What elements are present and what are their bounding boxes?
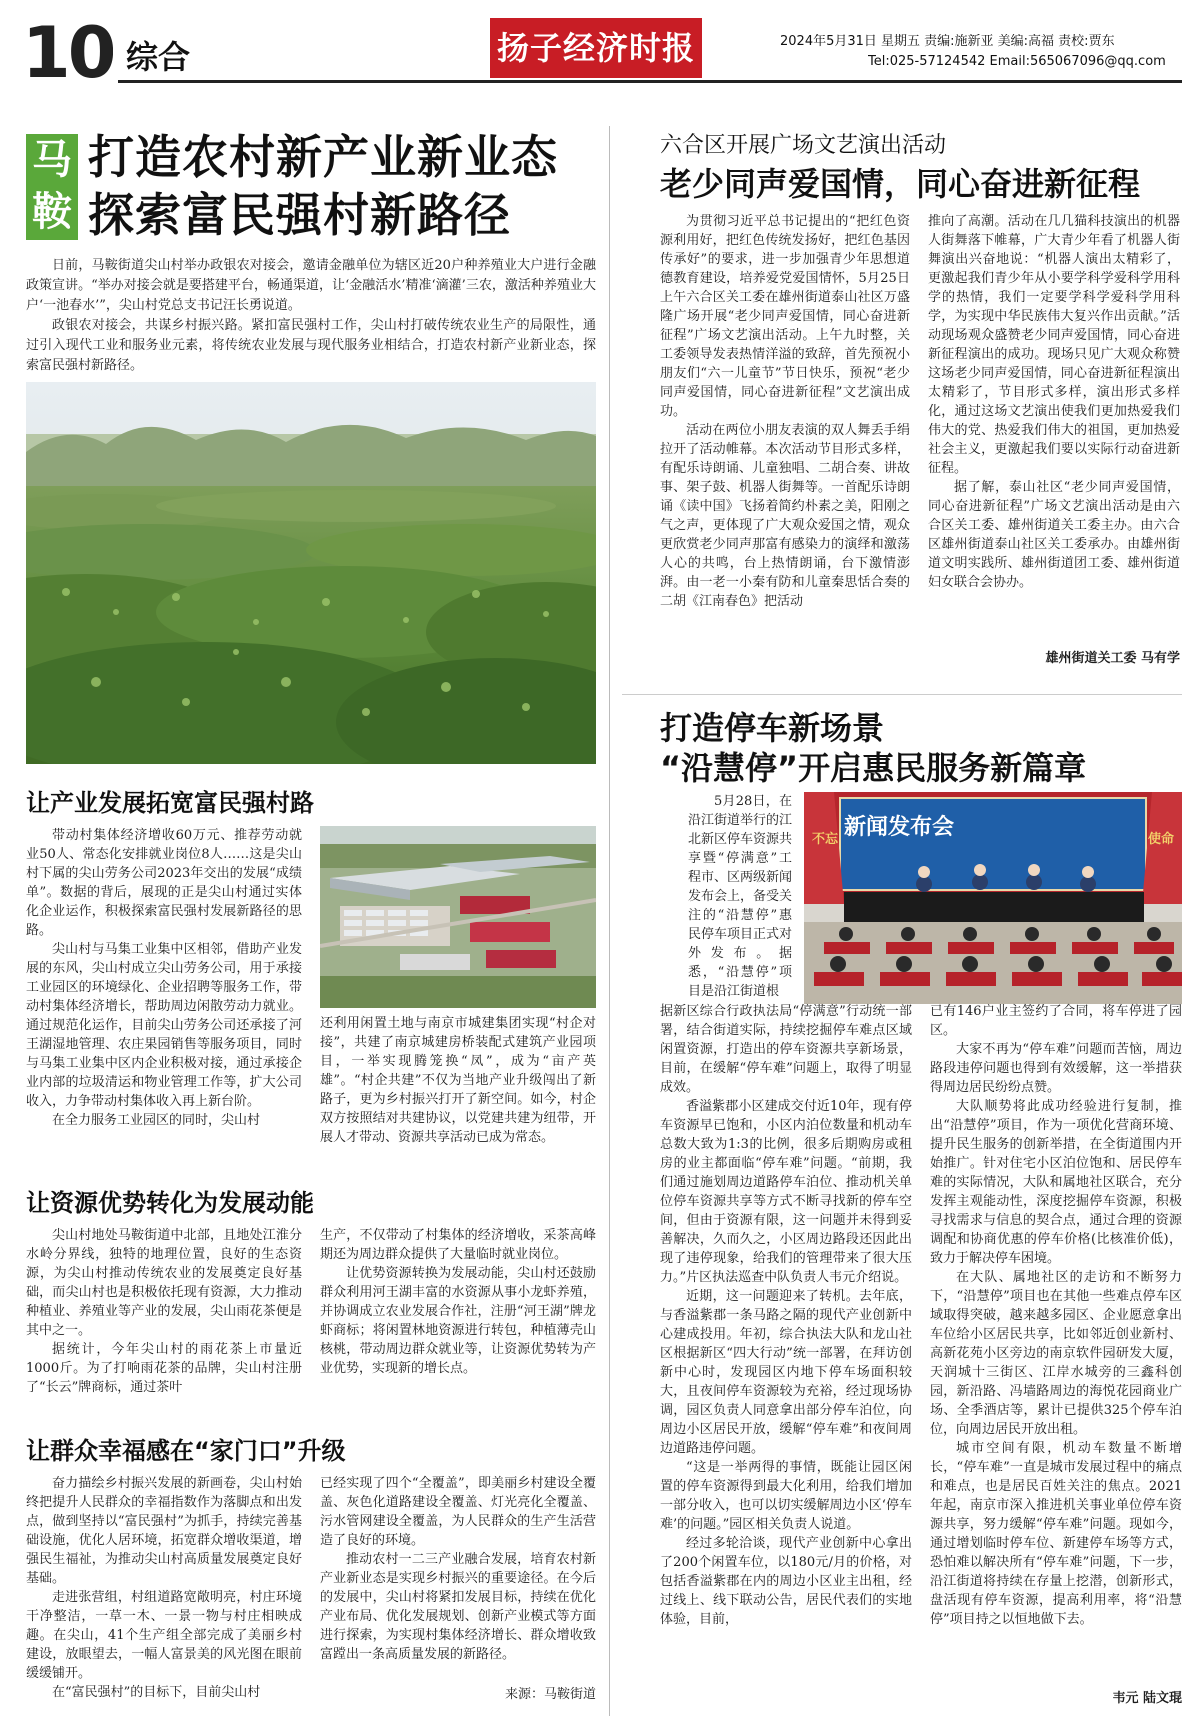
body-paragraph: 已有146户业主签约了合同，将车停进了园区。 (930, 1004, 1182, 1038)
body-paragraph: 走进张营组，村组道路宽敞明亮，村庄环境干净整洁，一草一木、一景一物与村庄相映成趣。在尖山，41个生产组全部完成了美丽乡村建设，放眼望去，一幅人富景美的风光图在眼前缓缓铺开。 (26, 1590, 302, 1681)
culture-column-1 (660, 212, 910, 682)
intro-paragraph: 日前，马鞍街道尖山村举办政银农对接会，邀请金融单位为辖区近20户种养殖业大户进行金融政策宣讲。“举办对接会就是要搭建平台，畅通渠道，让‘金融活水’精准‘滴灌’三农，激活种养殖业大户‘一池春水’”，尖山村党总支书记汪长勇说道。 (26, 258, 596, 313)
body-paragraph: 近期，这一问题迎来了转机。去年底，与香溢紫郡一条马路之隔的现代产业创新中心建成投用。年初，综合执法大队和龙山社区根据新区“四大行动”统一部署，在拜访创新中心时，发现园区内地下停车场面积较大，且夜间停车资源较为充裕，经过现场协调，园区负责人同意拿出部分停车泊位，向周边小区居民开放，缓解“停车难”和夜间周边道路违停问题。 (660, 1289, 912, 1456)
parking-headline-line-1: 打造停车新场景 (660, 709, 885, 747)
subheading-happiness: 让群众幸福感在“家门口”升级 (26, 1437, 346, 1465)
body-paragraph: 在大队、属地社区的走访和不断努力下，“沿慧停”项目也在其他一些难点停车区域取得突破，越来越多园区、企业愿意拿出车位给小区居民共享，比如邻近创业新村、高新花苑小区旁边的南京软件园研发大厦，天润城十三街区、江岸水城旁的三鑫科创园，新沿路、冯墙路周边的海悦花园商业广场、全季酒店等，累计已提供325个停车泊位，向周边居民开放出租。 (930, 1270, 1182, 1437)
body-paragraph: 大家不再为“停车难”问题而苦恼，周边路段违停问题也得到有效缓解，这一举措获得周边居民纷纷点赞。 (930, 1042, 1182, 1095)
page-number: 10 (22, 18, 114, 88)
section3-column-2 (320, 1474, 596, 1664)
badge-char-1: 马 (32, 137, 72, 183)
culture-byline: 雄州街道关工委 马有学 (1045, 651, 1180, 666)
headline-line-1: 打造农村新产业新业态 (88, 130, 558, 184)
body-paragraph: 据统计，今年尖山村的雨花茶上市量近1000斤。为了打响雨花茶的品牌，尖山村注册了“长云”牌商标，通过茶叶 (26, 1342, 302, 1395)
parking-headline-line-2: “沿慧停”开启惠民服务新篇章 (660, 749, 1087, 787)
body-paragraph: 让优势资源转换为发展动能，尖山村还鼓励群众利用河王湖丰富的水资源从事小龙虾养殖，并协调成立农业发展合作社，注册“河王湖”牌龙虾商标；将闲置林地资源进行转包，种植薄壳山核桃，带动周边群众就业等，让资源优势转为产业优势，实现新的增长点。 (320, 1266, 596, 1376)
body-paragraph: 香溢紫郡小区建成交付近10年，现有停车资源早已饱和，小区内泊位数量和机动车总数大致为1:3的比例，很多后期购房或租房的业主都面临“停车难”问题。“前期，我们通过施划周边道路停车泊位、推动机关单位停车资源共享等方式不断寻找新的停车空间，但由于资源有限，这一问题并未得到妥善解决，久而久之，小区周边路段还因此出现了违停现象，给我们的管理带来了很大压力。”片区执法巡查中队负责人韦元介绍说。 (660, 1099, 912, 1285)
industrial-park-aerial-photo (320, 826, 596, 1008)
tea-garden-photo (26, 382, 596, 764)
body-paragraph: 经过多轮洽谈，现代产业创新中心拿出了200个闲置车位，以180元/月的价格，对包括香溢紫郡在内的周边小区业主出租，经过线上、线下联动公告，居民代表们的实地体验，目前， (660, 1536, 912, 1627)
body-paragraph: 5月28日，在沿江街道举行的江北新区停车资源共享暨“停满意”工程市、区两级新闻发布会上，备受关注的“沿慧停”惠民停车项目正式对外发布。据悉，“沿慧停”项目是沿江街道根 (688, 794, 792, 999)
section-name: 综合 (126, 40, 191, 74)
parking-column-2 (930, 1002, 1182, 1629)
subheading-resources: 让资源优势转化为发展动能 (26, 1189, 314, 1217)
headline-line-2: 探索富民强村新路径 (88, 188, 511, 242)
parking-lead (688, 792, 792, 1001)
body-paragraph: 尖山村与马集工业集中区相邻，借助产业发展的东风，尖山村成立尖山劳务公司，用于承接工业园区的环境绿化、企业招聘等服务工作，带动村集体经济增长，帮助周边闲散劳动力就业。通过规范化运作，目前尖山劳务公司还承接了河王湖湿地管理、农庄果园销售等服务项目，同时与马集工业集中区内企业积极对接，通过承接企业内部的垃圾清运和物业管理工作等，扩大公司收入，力争带动村集体收入再上新台阶。 (26, 942, 302, 1109)
lead-intro (26, 256, 596, 376)
press-banner-side-right: 使命 (1147, 832, 1174, 847)
body-paragraph: 大队顺势将此成功经验进行复制，推出“沿慧停”项目，作为一项优化营商环境、提升民生服务的创新举措，在全街道围内开始推广。针对住宅小区泊位饱和、居民停车难的实际情况，大队和属地社区联合，充分发挥主观能动性，深度挖掘停车资源，积极寻找需求与信息的契合点，通过合理的资源调配和协商优惠的停车价格(比核准价低)，致力于解决停车困境。 (930, 1099, 1182, 1266)
parking-byline: 韦元 陆文琨 (1112, 1691, 1182, 1706)
section2-column-1 (26, 1226, 302, 1397)
press-banner-title: 新闻发布会 (844, 815, 955, 840)
body-paragraph: 推向了高潮。活动在几几猫科技演出的机器人街舞落下帷幕，广大青少年看了机器人街舞演出兴奋地说：“机器人演出太精彩了，更激起我们青少年从小要学科学爱科学用科学的热情，我们一定要学科学爱科学用科学，为实现中华民族伟大复兴作出贡献。”活动现场观众盛赞老少同声爱国情，同心奋进新征程演出的成功。现场只见广大观众称赞这场老少同声爱国情，同心奋进新征程演出太精彩了，节目形式多样，演出形式多样化，通过这场文艺演出使我们更加热爱我们伟大的党、热爱我们伟大的祖国，更加热爱社会主义，更激起我们要以实际行动奋进新征程。 (928, 214, 1180, 476)
body-paragraph: 在全力服务工业园区的同时，尖山村 (52, 1113, 261, 1128)
article-separator (622, 694, 1182, 695)
location-badge (26, 134, 78, 240)
culture-kicker: 六合区开展广场文艺演出活动 (660, 133, 947, 158)
body-paragraph: 为贯彻习近平总书记提出的“把红色资源利用好，把红色传统发扬好，把红色基因传承好”的要求，进一步加强青少年思想道德教育建设，培养爱党爱国情怀，5月25日上午六合区关工委在雄州街道泰山社区万盛隆广场开展“老少同声爱国情，同心奋进新征程”广场文艺演出活动。上午九时整，关工委领导发表热情洋溢的致辞，首先预祝小朋友们“六一儿童节”节日快乐，预祝“老少同声爱国情，同心奋进新征程”文艺演出成功。 (660, 214, 910, 419)
header-rule (118, 80, 1182, 83)
press-conference-photo (804, 792, 1182, 1004)
press-banner-side-left: 不忘 (812, 832, 839, 847)
intro-paragraph: 政银农对接会，共谋乡村振兴路。紧扣富民强村工作，尖山村打破传统农业生产的局限性，通过引入现代工业和服务业元素，将传统农业发展与现代服务业相结合，打造农村新产业新业态，探索富民强村新路径。 (26, 318, 596, 373)
body-paragraph: 还利用闲置土地与南京市城建集团实现“村企对接”，共建了南京城建房桥装配式建筑产业园项目，一举实现腾笼换“凤”，成为“亩产英雄”。“村企共建”不仅为当地产业升级闯出了新路子，更为乡村振兴打开了新空间。如今，村企双方按照结对共建协议，以党建共建为纽带，开展人才带动、资源共享活动已成为常态。 (320, 1016, 596, 1145)
body-paragraph: 城市空间有限，机动车数量不断增长，“停车难”一直是城市发展过程中的痛点和难点，也是居民百姓关注的焦点。2021年起，南京市深入推进机关事业单位停车资源共享，努力缓解“停车难”问题。现如今，通过增划临时停车位、新建停车场等方式，恐怕难以解决所有“停车难”问题，下一步，沿江街道将持续在存量上挖潜，创新形式，盘活现有停车资源，提高利用率，将“沿慧停”项目持之以恒地做下去。 (930, 1441, 1182, 1627)
body-paragraph: “这是一举两得的事情，既能让园区闲置的停车资源得到最大化利用，给我们增加一部分收入，也可以切实缓解周边小区‘停车难’的问题。”园区相关负责人说道。 (660, 1460, 912, 1532)
body-paragraph: 在“富民强村”的目标下，目前尖山村 (52, 1685, 261, 1700)
badge-char-2: 鞍 (32, 189, 72, 235)
contact-info: Tel:025-57124542 Email:565067096@qq.com (868, 54, 1166, 69)
section3-column-1 (26, 1474, 302, 1710)
section1-column-1 (26, 826, 302, 1130)
body-paragraph: 活动在两位小朋友表演的双人舞丢手绢拉开了活动帷幕。本次活动节目形式多样，有配乐诗朗诵、儿童独唱、二胡合奏、讲故事、架子鼓、机器人街舞等。一首配乐诗朗诵《读中国》飞扬着简约朴素之美，阳刚之气之声，更体现了广大观众爱国之情，观众更欣赏老少同声那富有感染力的演绎和激荡人心的共鸣，台上热情朗诵，台下激情澎湃。由一老一小秦有防和儿童秦思恬合奏的二胡《江南春色》把活动 (660, 423, 910, 609)
body-paragraph: 带动村集体经济增收60万元、推荐劳动就业50人、常态化安排就业岗位8人……这是尖山村下属的尖山劳务公司2023年交出的发展“成绩单”。数据的背后，展现的正是尖山村通过实体化企业运作，积极探索富民强村发展新路径的思路。 (26, 828, 302, 938)
body-paragraph: 据了解，泰山社区“老少同声爱国情，同心奋进新征程”广场文艺演出活动是由六合区关工委、雄州街道关工委主办。由六合区雄州街道泰山社区关工委承办。由雄州街道文明实践所、雄州街道团工委、雄州街道妇女联合会协办。 (928, 480, 1180, 590)
body-paragraph: 推动农村一二三产业融合发展，培育农村新产业新业态是实现乡村振兴的重要途径。在今后的发展中，尖山村将紧扣发展目标，持续在优化产业布局、优化发展规划、创新产业模式等方面进行探索，为实现村集体经济增长、群众增收致富蹚出一条高质量发展的新路径。 (320, 1552, 596, 1662)
body-paragraph: 奋力描绘乡村振兴发展的新画卷，尖山村始终把提升人民群众的幸福指数作为落脚点和出发点，做到坚持以“富民强村”为抓手，持续完善基础设施，优化人居环境，拓宽群众增收渠道，增强民生福祉，为推动尖山村高质量发展奠定良好基础。 (26, 1476, 302, 1586)
culture-column-2 (928, 212, 1180, 592)
body-paragraph: 生产，不仅带动了村集体的经济增收，采茶高峰期还为周边群众提供了大量临时就业岗位。 (320, 1228, 596, 1262)
body-paragraph: 已经实现了四个“全覆盖”，即美丽乡村建设全覆盖、灰色化道路建设全覆盖、灯光亮化全覆盖、污水管网建设全覆盖，为人民群众的生产生活营造了良好的环境。 (320, 1476, 596, 1548)
article-source: 来源：马鞍街道 (504, 1687, 596, 1702)
section2-column-2 (320, 1226, 596, 1378)
section1-column-2 (320, 1014, 596, 1147)
body-paragraph: 据新区综合行政执法局“停满意”行动统一部署，结合街道实际，持续挖掘停车难点区域闲置资源，打造出的停车资源共享新场景，目前，在缓解“停车难”问题上，取得了明显成效。 (660, 1004, 912, 1095)
newspaper-logo: 扬子经济时报 (490, 18, 702, 78)
parking-column-1 (660, 1002, 912, 1712)
body-paragraph: 尖山村地处马鞍街道中北部，且地处江淮分水岭分界线，独特的地理位置，良好的生态资源，为尖山村推动传统农业的发展奠定良好基础，而尖山村也是积极依托现有资源，大力推动种植业、养殖业等产业的发展，尖山雨花茶便是其中之一。 (26, 1228, 302, 1338)
date-editors: 2024年5月31日 星期五 责编:施新亚 美编:高福 责校:贾东 (780, 34, 1115, 49)
subheading-industry: 让产业发展拓宽富民强村路 (26, 789, 314, 817)
column-divider (609, 126, 610, 1716)
culture-headline: 老少同声爱国情，同心奋进新征程 (660, 165, 1141, 203)
